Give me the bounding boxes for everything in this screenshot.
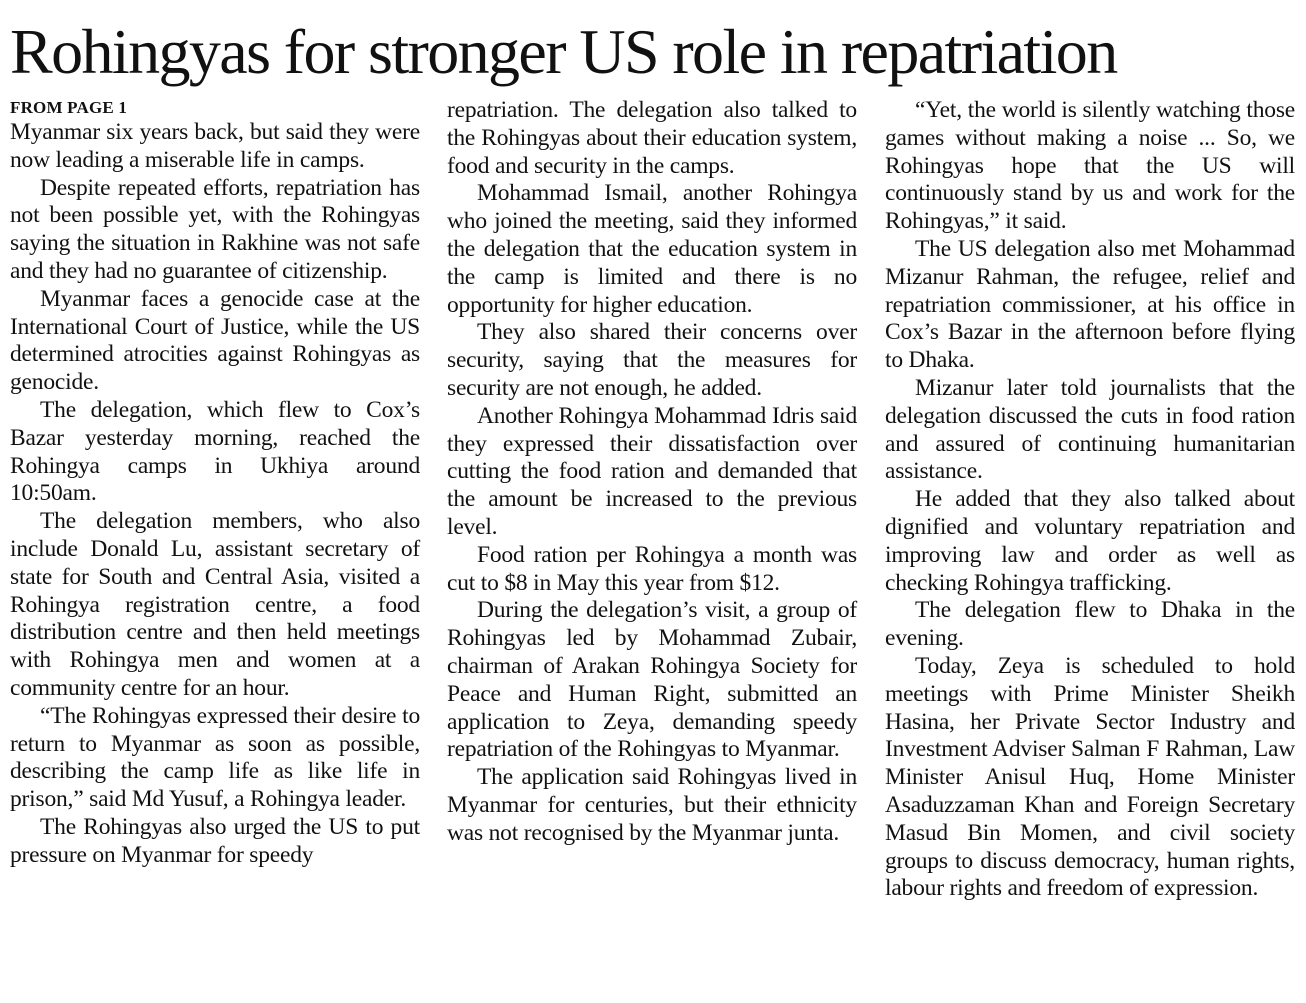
paragraph: The US delegation also met Mohammad Mizanur Rahman, the refugee, relief and repatriation commissioner, at his office in Cox’s Bazar in the afternoon before flying to Dhaka. [885, 235, 1295, 374]
paragraph: The delegation, which flew to Cox’s Bazar yesterday morning, reached the Rohingya camps in Ukhiya around 10:50am. [10, 396, 420, 507]
paragraph: The Rohingyas also urged the US to put pressure on Myanmar for speedy [10, 813, 420, 868]
paragraph: The application said Rohingyas lived in Myanmar for centuries, but their ethnicity was not recognised by the Myanmar junta. [447, 764, 857, 846]
paragraph: Mohammad Ismail, another Rohingya who joined the meeting, said they informed the delegation that the education system in the camp is limited and there is no opportunity for higher education. [447, 180, 857, 318]
paragraph: Myanmar faces a genocide case at the International Court of Justice, while the US determined atrocities against Rohingyas as genocide. [10, 285, 420, 396]
paragraph: Myanmar six years back, but said they were now leading a miserable life in camps. [10, 119, 420, 173]
article-column-2 [447, 97, 857, 848]
paragraph: Despite repeated efforts, repatriation has not been possible yet, with the Rohingyas saying the situation in Rakhine was not safe and they had no guarantee of citizenship. [10, 174, 420, 284]
headline: Rohingyas for stronger US role in repatriation [10, 16, 1117, 87]
paragraph: Mizanur later told journalists that the delegation discussed the cuts in food ration and assured of continuing humanitarian assistance. [885, 374, 1295, 485]
paragraph: The delegation flew to Dhaka in the evening. [885, 597, 1295, 652]
paragraph: They also shared their concerns over security, saying that the measures for security are not enough, he added. [447, 319, 857, 401]
paragraph: “The Rohingyas expressed their desire to return to Myanmar as soon as possible, describing the camp life as like life in prison,” said Md Yusuf, a Rohingya leader. [10, 702, 420, 813]
article-column-3 [885, 97, 1295, 903]
paragraph: He added that they also talked about dignified and voluntary repatriation and improving law and order as well as checking Rohingya trafficking. [885, 486, 1295, 596]
paragraph: During the delegation’s visit, a group of Rohingyas led by Mohammad Zubair, chairman of Arakan Rohingya Society for Peace and Human Right, submitted an application to Zeya, demanding speedy repatriation of the Rohingyas to Myanmar. [447, 597, 857, 763]
paragraph: repatriation. The delegation also talked to the Rohingyas about their education system, food and security in the camps. [447, 97, 857, 179]
paragraph: Food ration per Rohingya a month was cut to $8 in May this year from $12. [447, 541, 857, 596]
paragraph: “Yet, the world is silently watching those games without making a noise ... So, we Rohingyas hope that the US will continuously stand by us and work for the Rohingyas,” it said. [885, 97, 1295, 235]
article-column-1 [10, 97, 420, 870]
paragraph: The delegation members, who also include Donald Lu, assistant secretary of state for South and Central Asia, visited a Rohingya registration centre, a food distribution centre and then held meetings with Rohingya men and women at a community centre for an hour. [10, 508, 420, 701]
paragraph: Today, Zeya is scheduled to hold meetings with Prime Minister Sheikh Hasina, her Private Sector Industry and Investment Adviser Salman F Rahman, Law Minister Anisul Huq, Home Minister Asaduzzaman Khan and Foreign Secretary Masud Bin Momen, and civil society groups to discuss democracy, human rights, labour rights and freedom of expression. [885, 652, 1295, 902]
paragraph: Another Rohingya Mohammad Idris said they expressed their dissatisfaction over cutting the food ration and demanded that the amount be increased to the previous level. [447, 402, 857, 540]
kicker-from-page: FROM PAGE 1 [10, 98, 128, 117]
